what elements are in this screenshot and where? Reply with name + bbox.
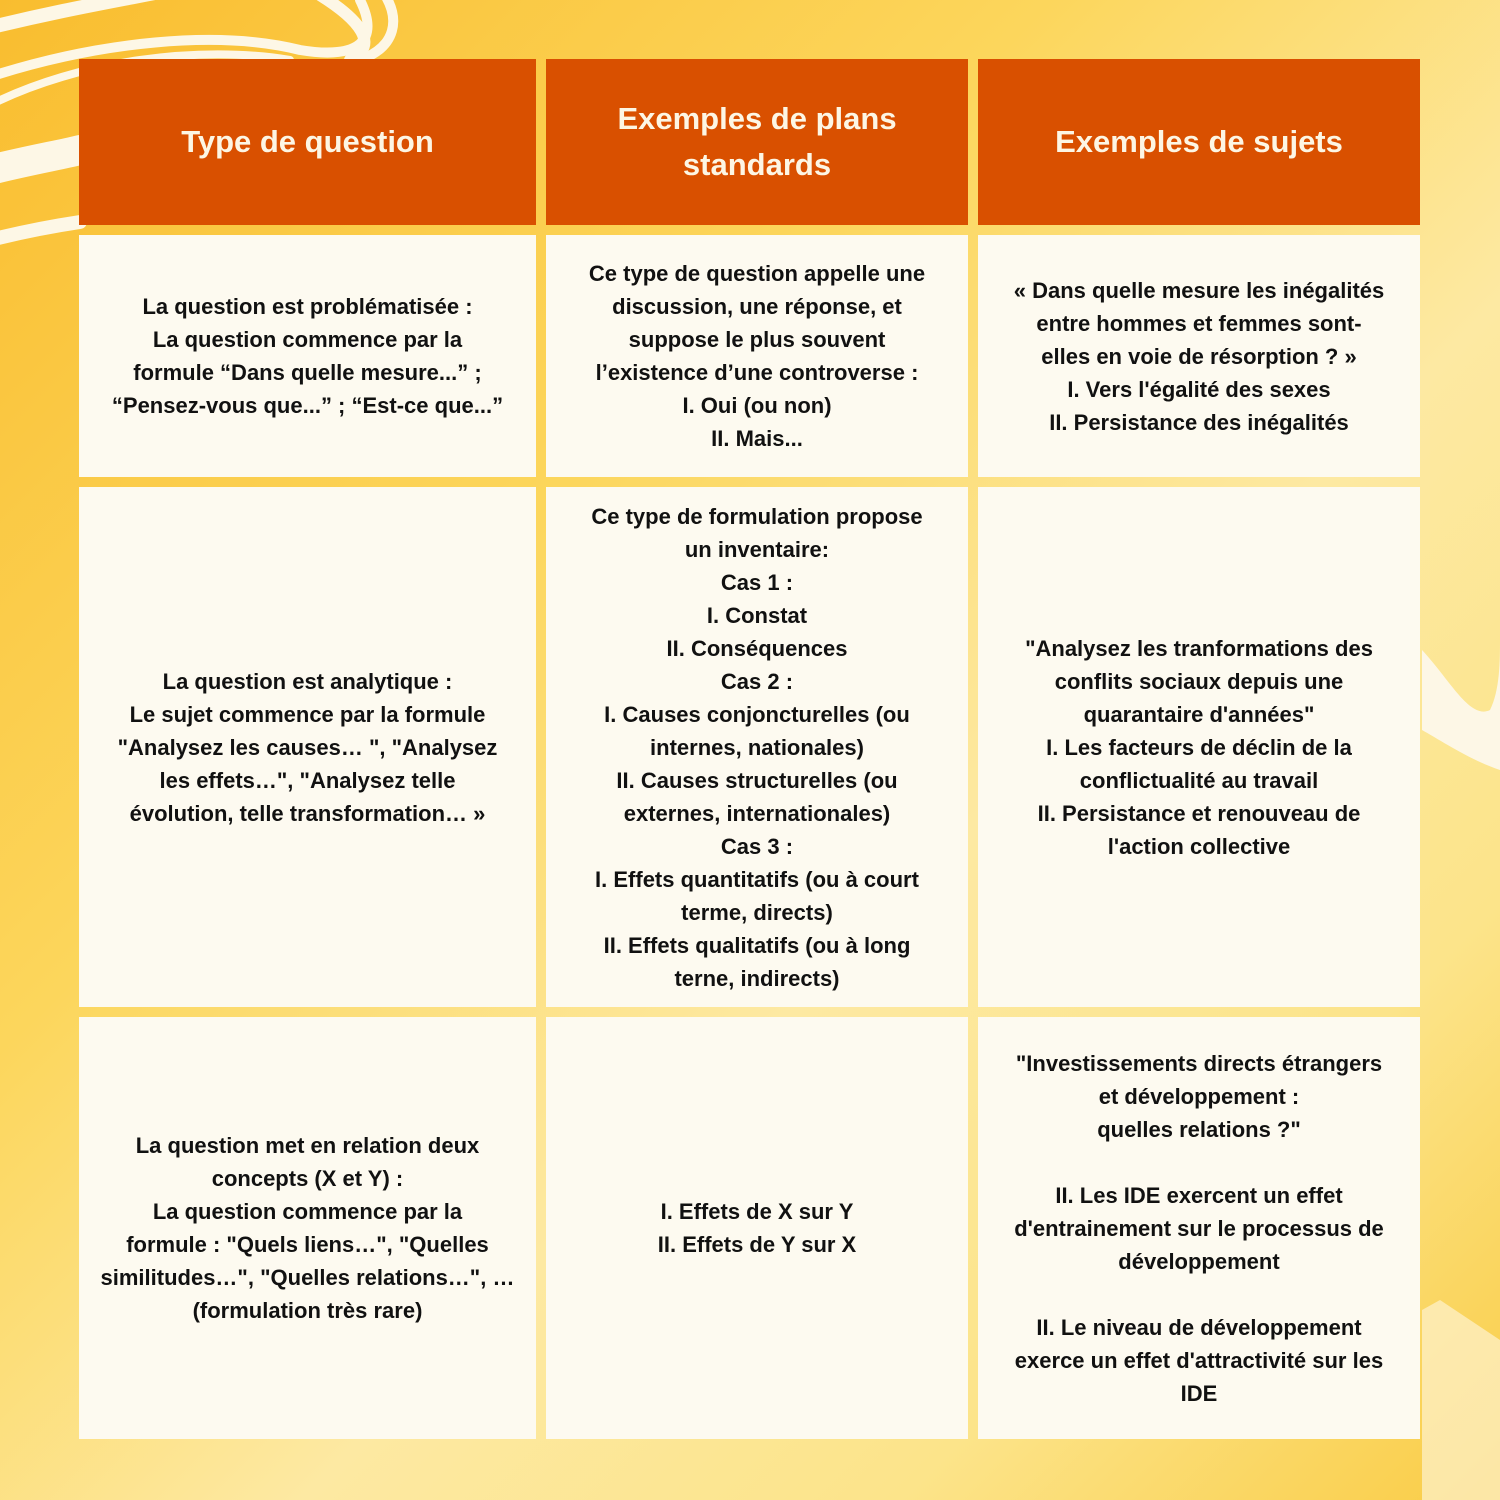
row-3-plans-cell [546, 1017, 968, 1439]
cell-text-line: II. Conséquences [666, 635, 848, 661]
cell-text-line: l’existence d’une controverse : [595, 360, 919, 385]
cell-text-line: II. Mais... [711, 426, 803, 451]
cell-text-line: Cas 3 : [720, 833, 794, 859]
cell-text-line: II. Persistance et renouveau de [1037, 800, 1361, 826]
cell-text-line: quarantaire d'années" [1083, 701, 1315, 727]
cell-text-line: développement [1118, 1248, 1280, 1274]
cell-text-line: Cas 2 : [720, 668, 794, 694]
cell-text-line: II. Les IDE exercent un effet [1055, 1182, 1343, 1208]
cell-text-line: concepts (X et Y) : [211, 1166, 404, 1191]
cell-text-line: Ce type de formulation propose [591, 503, 923, 529]
cell-text-line: formule “Dans quelle mesure...” ; [133, 360, 482, 385]
column-header-sujets: Exemples de sujets [978, 59, 1420, 225]
cell-text-line: La question commence par la [152, 327, 463, 352]
cell-text-line: internes, nationales) [650, 734, 864, 760]
cell-text-line: "Analysez les causes… ", "Analysez [117, 734, 498, 760]
cell-text-line: (formulation très rare) [192, 1298, 423, 1323]
cell-text-line: elles en voie de résorption ? » [1041, 343, 1357, 369]
cell-text-line: II. Le niveau de développement [1036, 1314, 1362, 1340]
row-1-sujets-cell [978, 235, 1420, 477]
cell-text-line: suppose le plus souvent [628, 327, 886, 352]
cell-text-line: La question est problématisée : [142, 294, 473, 319]
cell-text-line: d'entrainement sur le processus de [1014, 1215, 1384, 1241]
row-2-plans-cell [546, 487, 968, 1007]
cell-text-line: exerce un effet d'attractivité sur les [1014, 1347, 1384, 1373]
row-3-type-cell [79, 1017, 536, 1439]
cell-text-line: “Pensez-vous que...” ; “Est-ce que...” [111, 393, 504, 418]
cell-text-line: I. Constat [706, 602, 808, 628]
cell-text-line: formule : "Quels liens…", "Quelles [126, 1232, 489, 1257]
cell-text-line: et développement : [1098, 1083, 1300, 1109]
cell-text-line: conflictualité au travail [1079, 767, 1319, 793]
cell-text-line: similitudes…", "Quelles relations…", … [100, 1265, 515, 1290]
cell-text-line: un inventaire: [684, 536, 830, 562]
cell-text-line: La question met en relation deux [135, 1133, 480, 1158]
cell-text-line: I. Oui (ou non) [682, 393, 832, 418]
row-1-plans-cell [546, 235, 968, 477]
cell-text-line: discussion, une réponse, et [612, 294, 902, 319]
cell-text-line: I. Effets quantitatifs (ou à court [595, 866, 919, 892]
cell-text-line: l'action collective [1107, 833, 1291, 859]
cell-text-line: I. Les facteurs de déclin de la [1046, 734, 1352, 760]
cell-text-line: II. Effets de Y sur X [657, 1232, 857, 1257]
row-2-type-cell [79, 487, 536, 1007]
cell-text-line: évolution, telle transformation… » [129, 800, 486, 826]
column-header-plans: Exemples de plans standards [546, 59, 968, 225]
cell-text-line: conflits sociaux depuis une [1054, 668, 1344, 694]
cell-text-line: II. Persistance des inégalités [1049, 409, 1349, 435]
column-header-type: Type de question [79, 59, 536, 225]
cell-text-line: "Analysez les tranformations des [1025, 635, 1373, 661]
cell-text-line: II. Causes structurelles (ou [616, 767, 898, 793]
row-3-sujets-cell [978, 1017, 1420, 1439]
cell-text-line: Ce type de question appelle une [588, 261, 926, 286]
comparison-table [79, 59, 1420, 1439]
cell-text-line: La question est analytique : [162, 668, 453, 694]
cell-text-line: II. Effets qualitatifs (ou à long [603, 932, 911, 958]
cell-text-line: La question commence par la [152, 1199, 463, 1224]
cell-text-line: quelles relations ?" [1097, 1116, 1301, 1142]
cell-text-line: « Dans quelle mesure les inégalités [1013, 277, 1385, 303]
cell-text-line: I. Causes conjoncturelles (ou [604, 701, 910, 727]
row-2-sujets-cell [978, 487, 1420, 1007]
cell-text-line: I. Vers l'égalité des sexes [1067, 376, 1331, 402]
cell-text-line: "Investissements directs étrangers [1015, 1050, 1383, 1076]
cell-text-line: Cas 1 : [720, 569, 794, 595]
cell-text-line: I. Effets de X sur Y [660, 1199, 854, 1224]
cell-text-line: entre hommes et femmes sont- [1036, 310, 1362, 336]
cell-text-line: IDE [1180, 1380, 1218, 1406]
cell-text-line: les effets…", "Analysez telle [159, 767, 456, 793]
cell-text-line: externes, internationales) [623, 800, 891, 826]
cell-text-line: Le sujet commence par la formule [129, 701, 486, 727]
cell-text-line: terne, indirects) [674, 965, 840, 991]
row-1-type-cell [79, 235, 536, 477]
cell-text-line: terme, directs) [681, 899, 833, 925]
